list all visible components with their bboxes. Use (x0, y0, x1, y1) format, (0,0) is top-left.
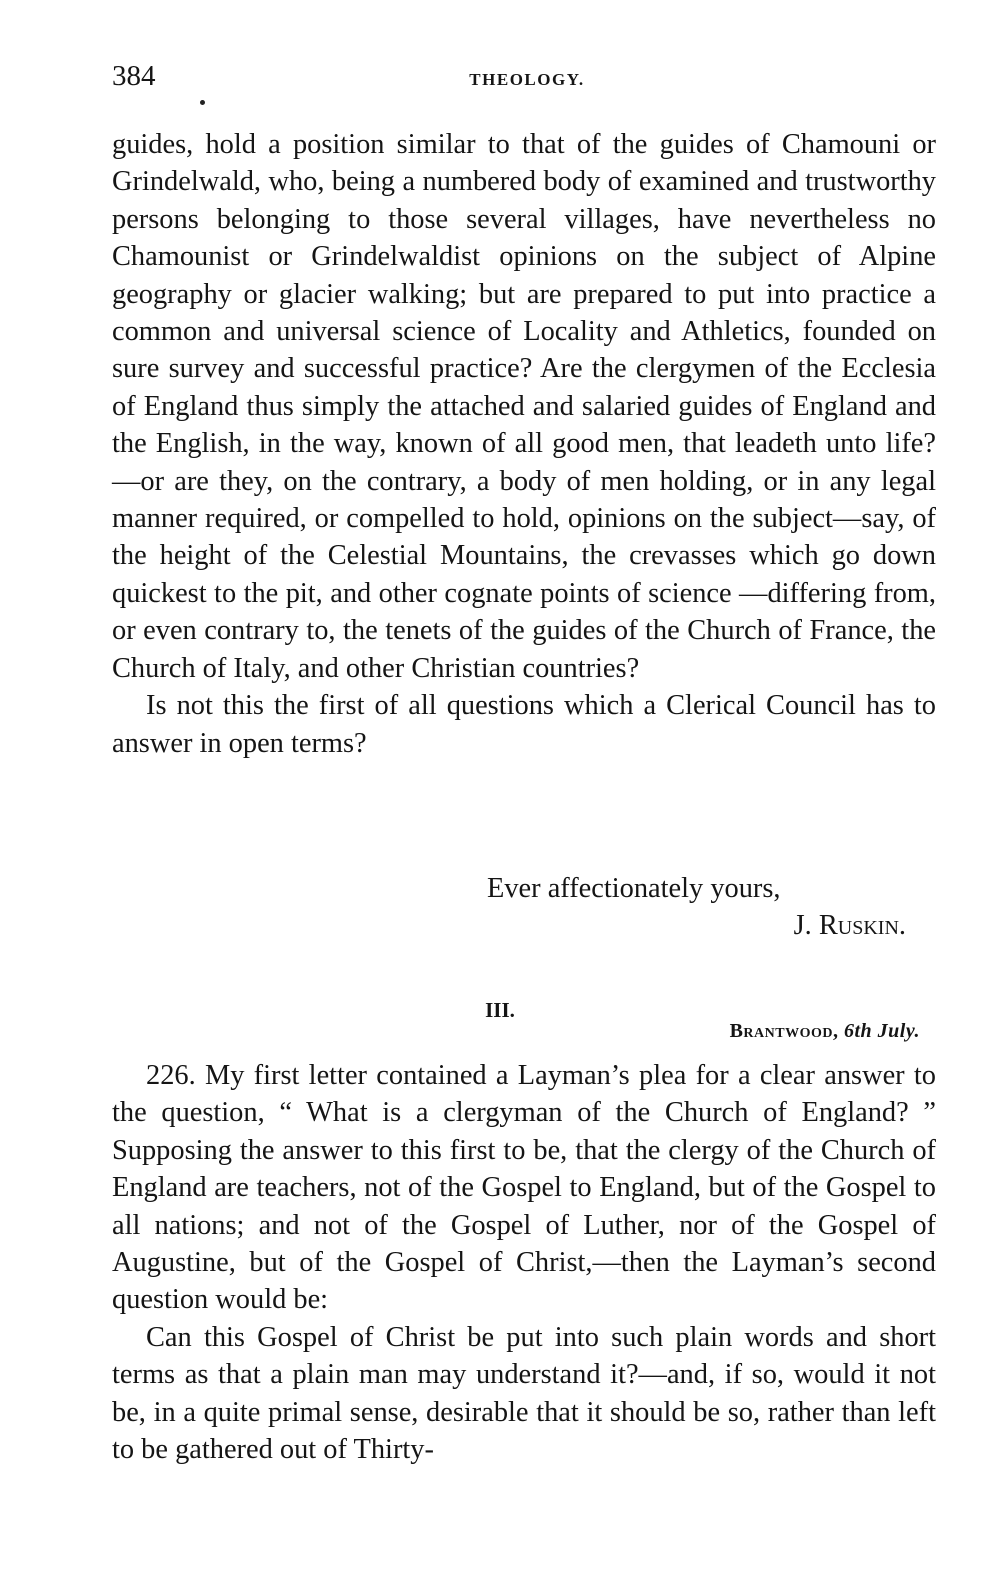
paragraph-question: Is not this the first of all questions which a Clerical Council has to answer in open terms? (112, 690, 936, 759)
letter-closing (112, 870, 936, 945)
dateline-place: Brantwood, (729, 1020, 839, 1042)
running-title: THEOLOGY. (469, 70, 585, 89)
page-number: 384 (112, 60, 156, 92)
paragraph-continued: guides, hold a position similar to that of the guides of Chamouni or Grindelwald, who, being a numbered body of examined and trustworthy persons belonging to those several villages, have nevertheless no Chamounist or Grindelwaldist opinions on the subject of Alpine geography or glacier walking; but are prepared to put into practice a common and universal science of Locality and Athletics, founded on sure survey and successful practice? Are the clergymen of the Ecclesia of England thus simply the attached and salaried guides of England and the English, in the way, known of all good men, that leadeth unto life?—or are they, on the contrary, a body of men holding, or in any legal manner required, or compelled to hold, opinions on the subject—say, of the height of the Celestial Mountains, the crevasses which go down quickest to the pit, and other cognate points of science —differing from, or even contrary to, the tenets of the guides of the Church of France, the Church of Italy, and other Christian countries? (112, 129, 936, 684)
paragraph-gospel-question: Can this Gospel of Christ be put into such plain words and short terms as that a plain man may understand it?—and, if so, would it not be, in a quite primal sense, desirable that it should be so, rather than left to be gathered out of Thirty- (112, 1321, 936, 1466)
dateline-date: 6th July. (844, 1020, 920, 1042)
running-head (112, 60, 942, 100)
ink-speck (200, 100, 205, 105)
section-text (112, 1057, 936, 1468)
section-numeral: III. (485, 998, 515, 1022)
signature: J. Ruskin. (793, 910, 906, 942)
salutation: Ever affectionately yours, (487, 873, 781, 904)
main-text (112, 126, 936, 762)
paragraph-226: 226. My first letter contained a Layman’s plea for a clear answer to the question, “ What is a clergyman of the Church of England? ” Supposing the answer to this first to be, that the clergy of the Church of England are teachers, not of the Gospel to England, but of the Gospel to all nations; and not of the Gospel of Luther, nor of the Gospel of Augustine, but of the Gospel of Christ,—then the Layman’s second question would be: (112, 1060, 936, 1316)
dateline (112, 1020, 920, 1043)
